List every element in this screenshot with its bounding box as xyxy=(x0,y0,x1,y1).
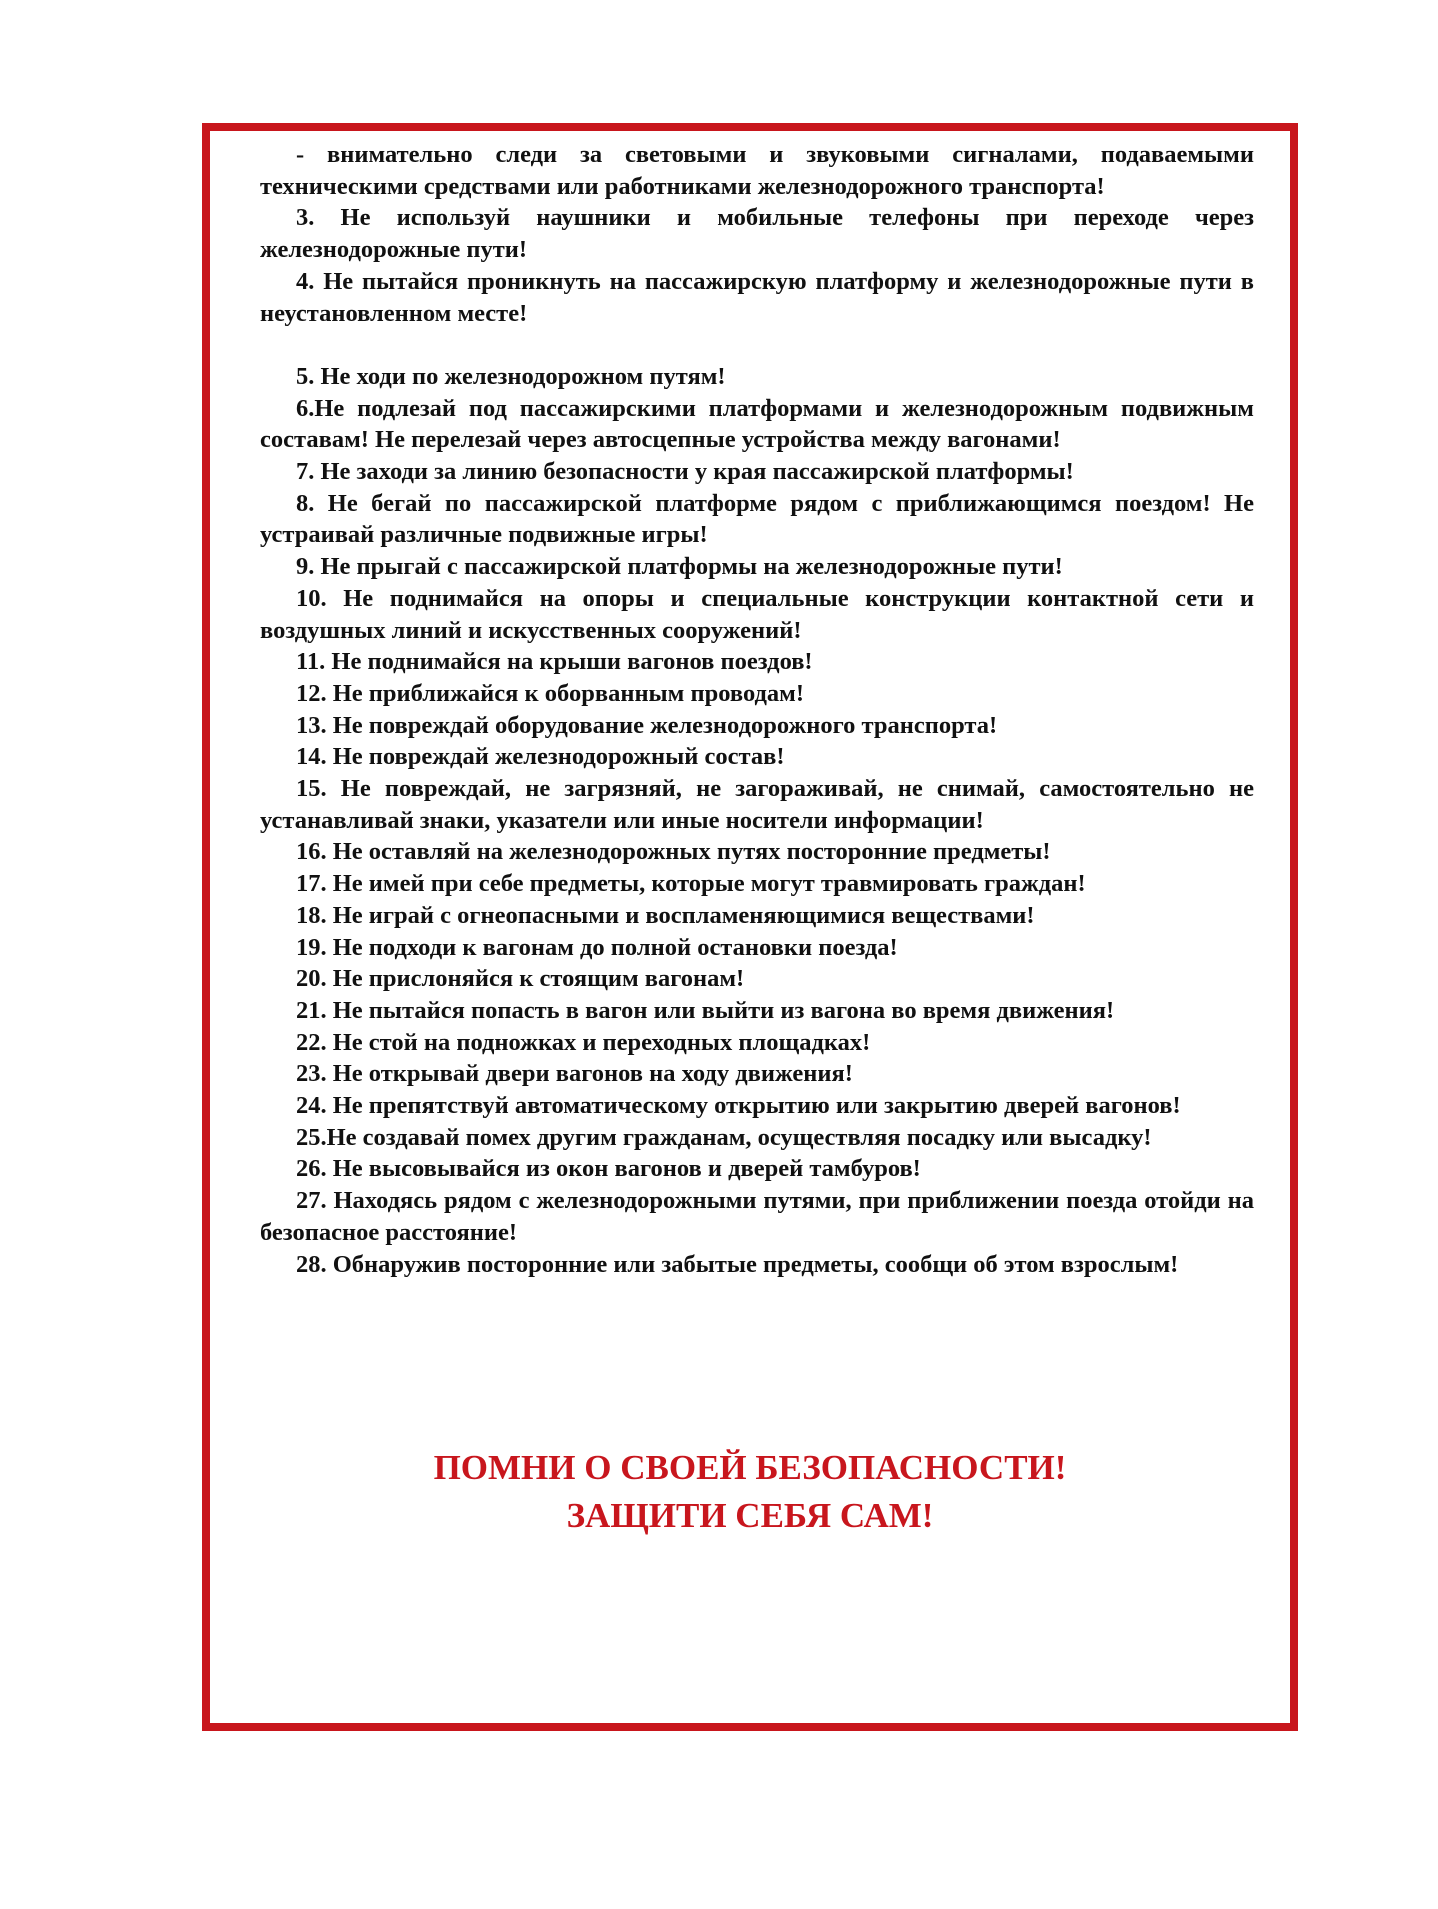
rule-10-item: 10. Не поднимайся на опоры и специальные конструкции контактной сети и воздушных линий и искусственных сооружений! xyxy=(260,584,1254,644)
rule-8-item: 8. Не бегай по пассажирской платформе рядом с приближающимся поездом! Не устраивай различные подвижные игры! xyxy=(260,489,1254,549)
rule-5-item: 5. Не ходи по железнодорожном путям! xyxy=(296,362,726,390)
rule-20-item: 20. Не прислоняйся к стоящим вагонам! xyxy=(296,965,745,993)
rule-24-item: 24. Не препятствуй автоматическому открытию или закрытию дверей вагонов! xyxy=(296,1092,1181,1120)
rule-27-item: 27. Находясь рядом с железнодорожными путями, при приближении поезда отойди на безопасное расстояние! xyxy=(260,1187,1254,1246)
rule-7-item: 7. Не заходи за линию безопасности у края пассажирской платформы! xyxy=(296,458,1074,486)
rule-14-item: 14. Не повреждай железнодорожный состав! xyxy=(296,743,785,771)
slogan-line-1: ПОМНИ О СВОЕЙ БЕЗОПАСНОСТИ! xyxy=(433,1448,1067,1487)
rule-15-item: 15. Не повреждай, не загрязняй, не загораживай, не снимай, самостоятельно не устанавливай знаки, указатели или иные носители информации! xyxy=(260,775,1254,834)
rule-22-item: 22. Не стой на подножках и переходных площадках! xyxy=(296,1028,871,1056)
rule-9-item: 9. Не прыгай с пассажирской платформы на железнодорожные пути! xyxy=(296,553,1063,581)
rule-26-item: 26. Не высовывайся из окон вагонов и дверей тамбуров! xyxy=(296,1155,921,1183)
rule-17-item: 17. Не имей при себе предметы, которые могут травмировать граждан! xyxy=(296,870,1086,898)
rule-13-item: 13. Не повреждай оборудование железнодорожного транспорта! xyxy=(296,711,998,739)
red-border-frame xyxy=(202,123,1298,1731)
rule-6-item: 6.Не подлезай под пассажирскими платформами и железнодорожным подвижным составам! Не перелезай через автосцепные устройства между вагонами! xyxy=(260,394,1254,454)
rule-28-item: 28. Обнаружив посторонние или забытые предметы, сообщи об этом взрослым! xyxy=(296,1250,1179,1278)
rule-12-item: 12. Не приближайся к оборванным проводам! xyxy=(296,679,804,707)
rules-text-block xyxy=(260,139,1254,1280)
rule-11-item: 11. Не поднимайся на крыши вагонов поездов! xyxy=(296,648,813,676)
rule-25-item: 25.Не создавай помех другим гражданам, осуществляя посадку или высадку! xyxy=(296,1123,1152,1151)
rule-3-item: 3. Не используй наушники и мобильные телефоны при переходе через железнодорожные пути! xyxy=(260,204,1254,264)
rule-18-item: 18. Не играй с огнеопасными и воспламеняющимися веществами! xyxy=(296,901,1035,929)
rule-4-item: 4. Не пытайся проникнуть на пассажирскую платформу и железнодорожные пути в неустановленном месте! xyxy=(260,267,1254,327)
rule-23-item: 23. Не открывай двери вагонов на ходу движения! xyxy=(296,1060,853,1088)
rule-16-item: 16. Не оставляй на железнодорожных путях посторонние предметы! xyxy=(296,838,1051,866)
rule-19-item: 19. Не подходи к вагонам до полной остановки поезда! xyxy=(296,933,898,961)
rule-21-item: 21. Не пытайся попасть в вагон или выйти из вагона во время движения! xyxy=(296,996,1115,1024)
slogan-line-2: ЗАЩИТИ СЕБЯ САМ! xyxy=(566,1496,934,1535)
rule-signals-item: - внимательно следи за световыми и звуковыми сигналами, подаваемыми техническими средствами или работниками железнодорожного транспорта! xyxy=(260,141,1254,200)
